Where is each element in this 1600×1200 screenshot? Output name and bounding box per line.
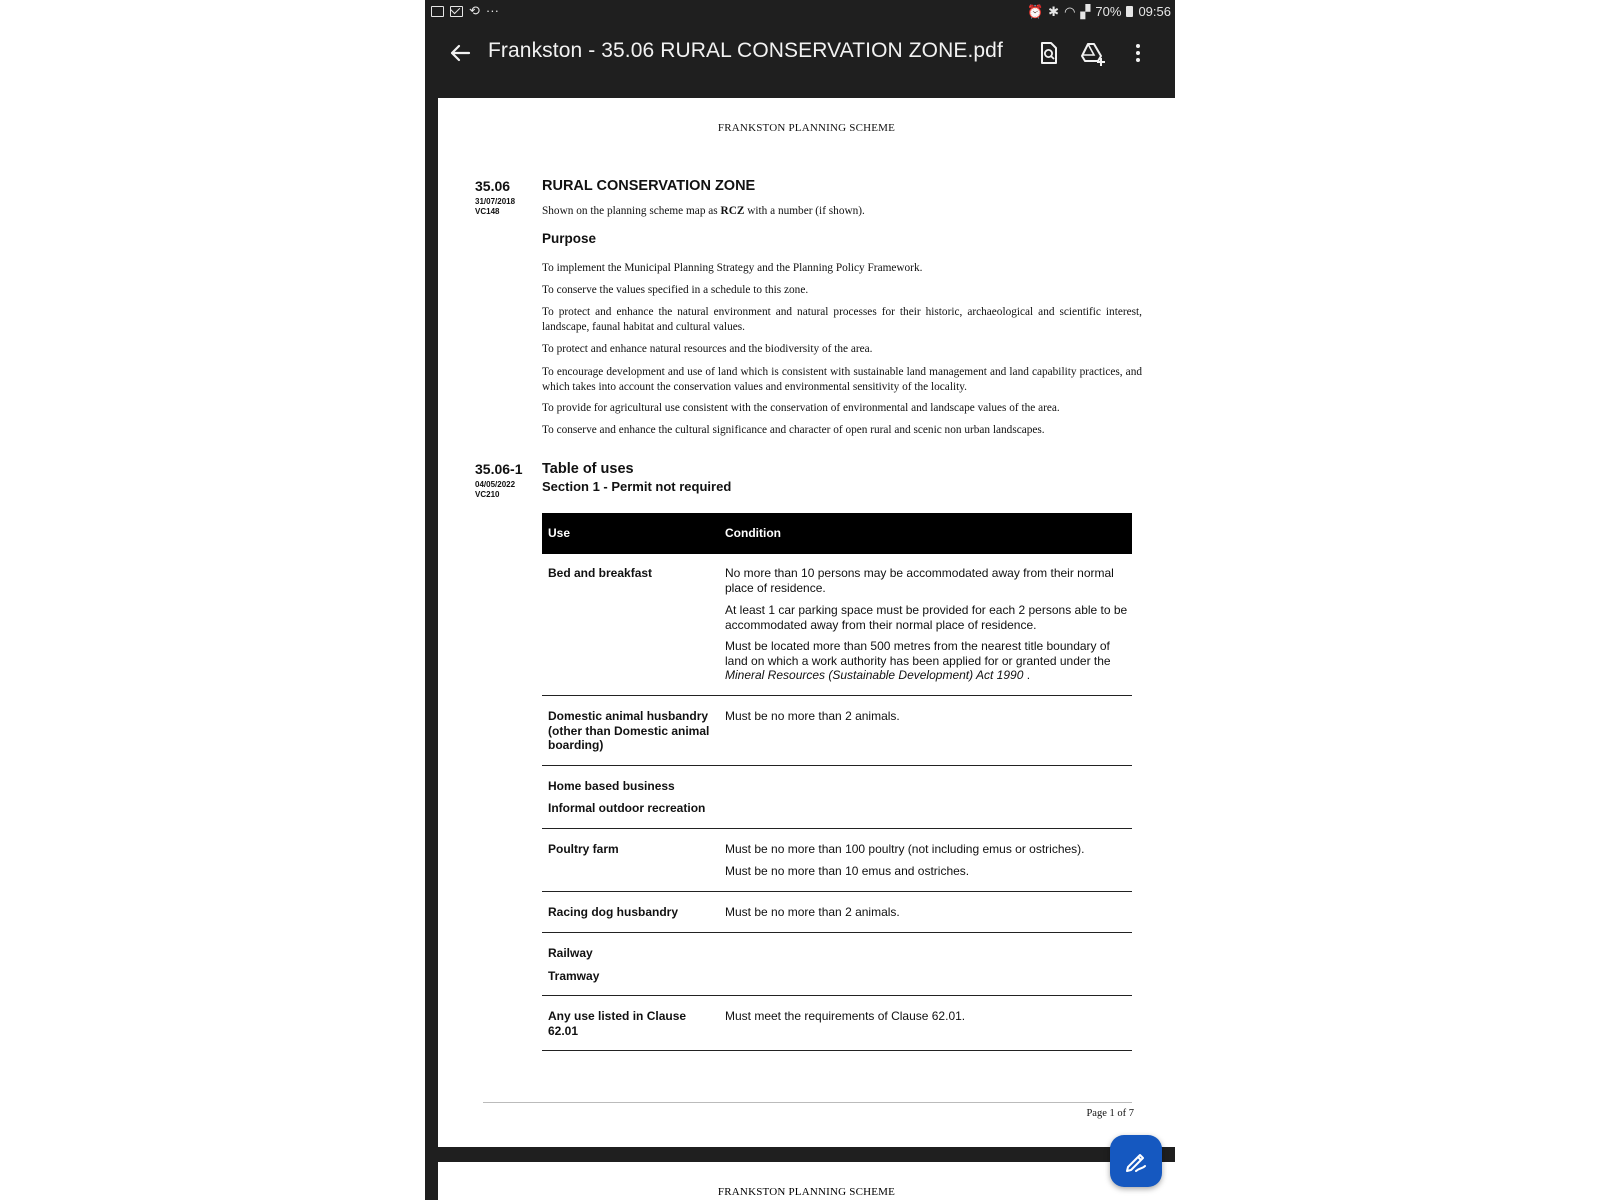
use-cell: Domestic animal husbandry (other than Domestic animal boarding) bbox=[548, 709, 710, 752]
purpose-item: To provide for agricultural use consistent with the conservation of environmental and landscape values of the area. bbox=[542, 402, 1060, 414]
annotate-fab-button[interactable] bbox=[1110, 1135, 1162, 1187]
bluetooth-icon: ✱ bbox=[1048, 3, 1060, 19]
row-divider bbox=[542, 891, 1132, 892]
purpose-item: To protect and enhance natural resources and the biodiversity of the area. bbox=[542, 343, 873, 355]
condition-cell: Must be no more than 2 animals. bbox=[725, 709, 900, 723]
purpose-item: To conserve the values specified in a schedule to this zone. bbox=[542, 284, 809, 296]
condition-cell: Must be no more than 100 poultry (not including emus or ostriches). bbox=[725, 842, 1085, 856]
alarm-icon: ⏰ bbox=[1026, 3, 1044, 19]
phone-frame bbox=[425, 0, 1175, 1200]
battery-percent: 70% bbox=[1095, 4, 1122, 19]
col-condition-header: Condition bbox=[725, 526, 781, 540]
use-cell: Informal outdoor recreation bbox=[548, 801, 706, 815]
clause-date: 31/07/2018 bbox=[475, 197, 516, 206]
use-cell: Poultry farm bbox=[548, 842, 619, 856]
use-cell: Bed and breakfast bbox=[548, 566, 653, 580]
wifi-icon: ◠ bbox=[1064, 3, 1076, 19]
mail-notification-icon bbox=[450, 6, 463, 17]
clause-title: RURAL CONSERVATION ZONE bbox=[542, 178, 756, 194]
page-number: Page 1 of 7 bbox=[1086, 1108, 1134, 1119]
condition-cell: Must meet the requirements of Clause 62.01. bbox=[725, 1009, 966, 1023]
subclause-vc: VC210 bbox=[475, 490, 500, 499]
edit-annotate-icon bbox=[1110, 1135, 1162, 1187]
pdf-page-2 bbox=[438, 1162, 1175, 1200]
drive-add-icon[interactable] bbox=[1077, 38, 1107, 68]
row-divider bbox=[542, 765, 1132, 766]
gallery-notification-icon bbox=[431, 6, 444, 17]
use-cell: Railway bbox=[548, 946, 593, 960]
use-cell: Tramway bbox=[548, 969, 600, 983]
purpose-item: To protect and enhance the natural environment and natural processes for their historic, archaeological and scientific interest, landscape, faunal habitat and cultural values. bbox=[542, 306, 1142, 333]
pdf-viewer[interactable] bbox=[425, 82, 1175, 1200]
document-title: Frankston - 35.06 RURAL CONSERVATION ZONE.pdf bbox=[488, 39, 1003, 62]
page-header: FRANKSTON PLANNING SCHEME bbox=[717, 1186, 896, 1198]
use-cell: Any use listed in Clause 62.01 bbox=[548, 1009, 687, 1038]
app-bar bbox=[425, 24, 1175, 82]
section-heading: Section 1 - Permit not required bbox=[542, 479, 732, 494]
purpose-item: To conserve and enhance the cultural significance and character of open rural and scenic non urban landscapes. bbox=[542, 424, 1045, 436]
subclause-date: 04/05/2022 bbox=[475, 480, 516, 489]
clause-number: 35.06 bbox=[475, 178, 511, 194]
back-arrow-icon[interactable] bbox=[445, 38, 475, 68]
battery-icon bbox=[1126, 6, 1133, 17]
clause-vc: VC148 bbox=[475, 207, 500, 216]
pdf-page bbox=[438, 98, 1175, 1147]
more-notifications-icon: ··· bbox=[485, 3, 499, 18]
row-divider bbox=[542, 995, 1132, 996]
clock: 09:56 bbox=[1138, 4, 1171, 19]
subclause-number: 35.06-1 bbox=[475, 461, 523, 477]
status-bar bbox=[425, 0, 1175, 24]
table-of-uses-heading: Table of uses bbox=[542, 461, 634, 477]
col-use-header: Use bbox=[548, 526, 571, 540]
page-header: FRANKSTON PLANNING SCHEME bbox=[717, 122, 896, 134]
purpose-item: To encourage development and use of land which is consistent with sustainable land management and land capability practices, and which takes into account the conservation values and environmental sensitivity of the locality. bbox=[542, 366, 1142, 393]
row-divider bbox=[542, 695, 1132, 696]
condition-cell: Must be located more than 500 metres from the nearest title boundary of land on which a work authority has been applied for or granted under the Mineral Resources (Sustainable Development) Act 1990 . bbox=[725, 639, 1111, 682]
search-document-icon[interactable] bbox=[1033, 38, 1063, 68]
row-divider bbox=[542, 932, 1132, 933]
signal-icon: ▞ bbox=[1080, 3, 1091, 19]
condition-cell: Must be no more than 2 animals. bbox=[725, 905, 900, 919]
condition-cell: No more than 10 persons may be accommodated away from their normal place of residence. bbox=[725, 566, 1114, 595]
condition-cell: Must be no more than 10 emus and ostriches. bbox=[725, 864, 970, 878]
row-divider bbox=[542, 1050, 1132, 1051]
shown-on-map-text: Shown on the planning scheme map as RCZ with a number (if shown). bbox=[542, 205, 865, 217]
more-vert-icon[interactable] bbox=[1123, 38, 1153, 68]
sync-notification-icon: ⟲ bbox=[469, 3, 480, 18]
condition-cell: At least 1 car parking space must be provided for each 2 persons able to be accommodated away from their normal place of residence. bbox=[725, 603, 1128, 632]
footer-divider bbox=[483, 1102, 1132, 1103]
use-cell: Home based business bbox=[548, 779, 675, 793]
table-header bbox=[542, 513, 1132, 554]
row-divider bbox=[542, 828, 1132, 829]
use-cell: Racing dog husbandry bbox=[548, 905, 679, 919]
purpose-item: To implement the Municipal Planning Strategy and the Planning Policy Framework. bbox=[542, 262, 923, 274]
purpose-heading: Purpose bbox=[542, 231, 597, 246]
